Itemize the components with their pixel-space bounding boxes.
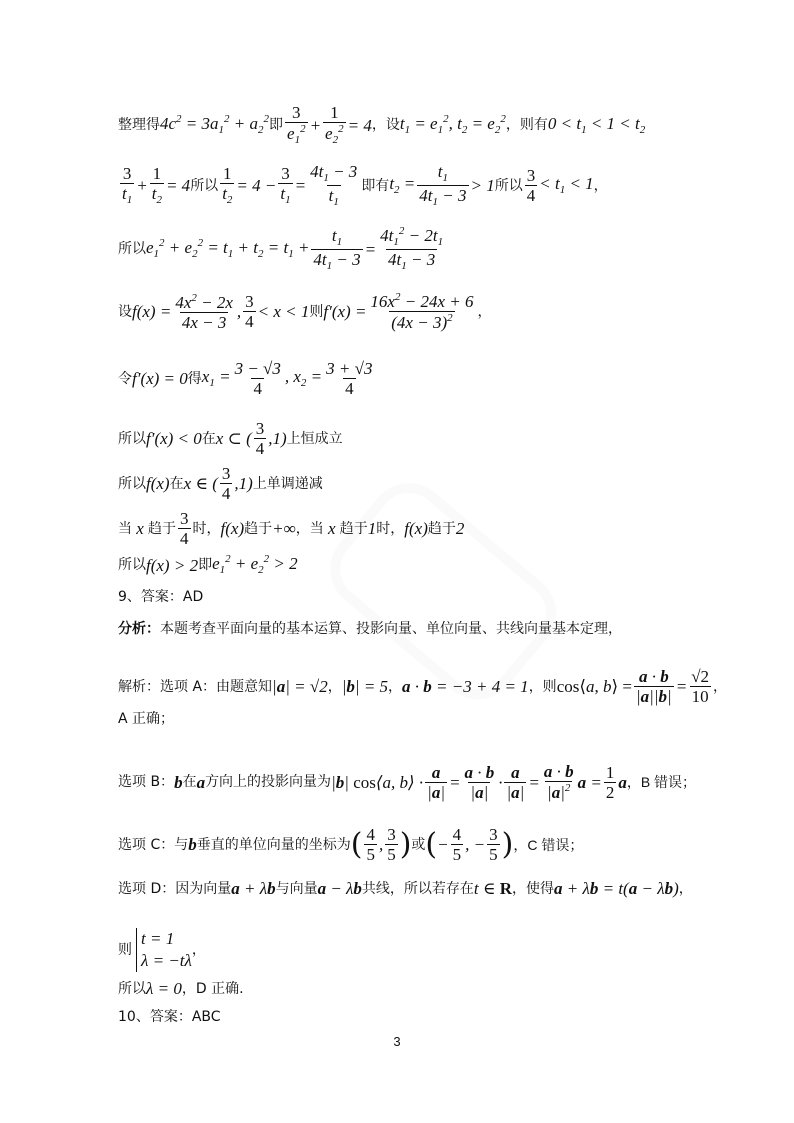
q9-option-b: 选项 B： b 在 a 方向上的投影向量为 |b| cos⟨a, b⟩ · $\frac{a}{|a|}$ = $\frac{a \cdot b}{|a|}$ · $\frac{a}{|a|}$ = $\frac{a \cdot b}{|a|^2}$ a = $\frac{1}{2}$ a ，B 错误； (118, 762, 697, 802)
q9-option-d-conclusion: 所以 λ = 0 ，D 正确. (118, 979, 244, 998)
q9-option-d: 选项 D：因为向量 a + λb 与向量 a − λb 共线，所以若存在 t ∈ R ，使得 a + λb = t(a − λb) ， (118, 879, 693, 898)
q9-option-a-conclusion: A 正确； (118, 711, 175, 727)
q9-answer: 9、答案：AD (118, 589, 204, 605)
derivation-line-2: $\frac{3}{t_1}$ + $\frac{1}{t_2}$ = 4 所以 $\frac{1}{t_2}$ = 4 − $\frac{3}{t_1}$ = $\frac{4t_1 - 3}{t_1}$ 即有 $t_2$ = $\frac{t_1}{4t_1 - 3}$ > 1 所以 $\frac{3}{4}$ < $t_1 < 1$ ， (122, 162, 608, 208)
q9-option-d-system: 则 t = 1 λ = −tλ ， (118, 928, 206, 972)
derivation-line-5: 令 f′(x) = 0 得 $x_1$ = $\frac{3 - √3}{4}$ , $x_2$ = $\frac{3 + √3}{4}$ (118, 359, 373, 398)
derivation-line-7: 所以 f(x) 在 x ∈ ( $\frac{3}{4}$ ,1) 上单调递减 (118, 464, 323, 503)
derivation-line-8: 当 x 趋于 $\frac{3}{4}$ 时， f(x) 趋于 +∞ ，当 x 趋于 1 时， f(x) 趋于 2 (118, 509, 465, 548)
q9-analysis: 分析： 本题考查平面向量的基本运算、投影向量、单位向量、共线向量基本定理， (118, 621, 622, 637)
q9-option-c: 选项 C：与 b 垂直的单位向量的坐标为 ( $\frac{4}{5}$ , $\frac{3}{5}$ ) 或 ( − $\frac{4}{5}$ , − $\frac{3}{5}$ ) ，C 错误； (118, 825, 584, 864)
derivation-line-3: 所以 $e_1^2 + e_2^2 = t_1 + t_2 = t_1$ + $\frac{t_1}{4t_1 - 3}$ = $\frac{4t_1^2 - 2t_1}{4t_1 - 3}$ (118, 225, 444, 272)
derivation-line-1: 整理得 $4c^2 = 3a_1^2 + a_2^2$ 即 $\frac{3}{e_1^2}$ + $\frac{1}{e_2^2}$ = 4 ，设 $t_1 = e_1^2$, $t_2 = e_2^2$ ，则有 $0 < t_1 < 1 < t_2$ (118, 103, 646, 146)
derivation-line-9: 所以 f(x) > 2 即 $e_1^2 + e_2^2 > 2$ (118, 553, 298, 576)
derivation-line-6: 所以 f′(x) < 0 在 x ⊂ ( $\frac{3}{4}$ ,1) 上恒成立 (118, 419, 343, 458)
q10-answer: 10、答案：ABC (118, 1009, 221, 1025)
page-number: 3 (393, 1034, 401, 1049)
derivation-line-4: 设 f(x) = $\frac{4x^2 - 2x}{4x - 3}$ , $\frac{3}{4}$ < x < 1 则 f′(x) = $\frac{16x^2 - 24x + 6}{(4x - 3)^2}$ ， (118, 291, 492, 332)
q9-option-a: 解析：选项 A：由题意知 |a| = √2 ， |b| = 5 ， a · b = −3 + 4 = 1 ，则 cos⟨a, b⟩ = $\frac{a \cdot b}{|a||b|}$ = $\frac{√2}{10}$ ， (118, 667, 728, 706)
